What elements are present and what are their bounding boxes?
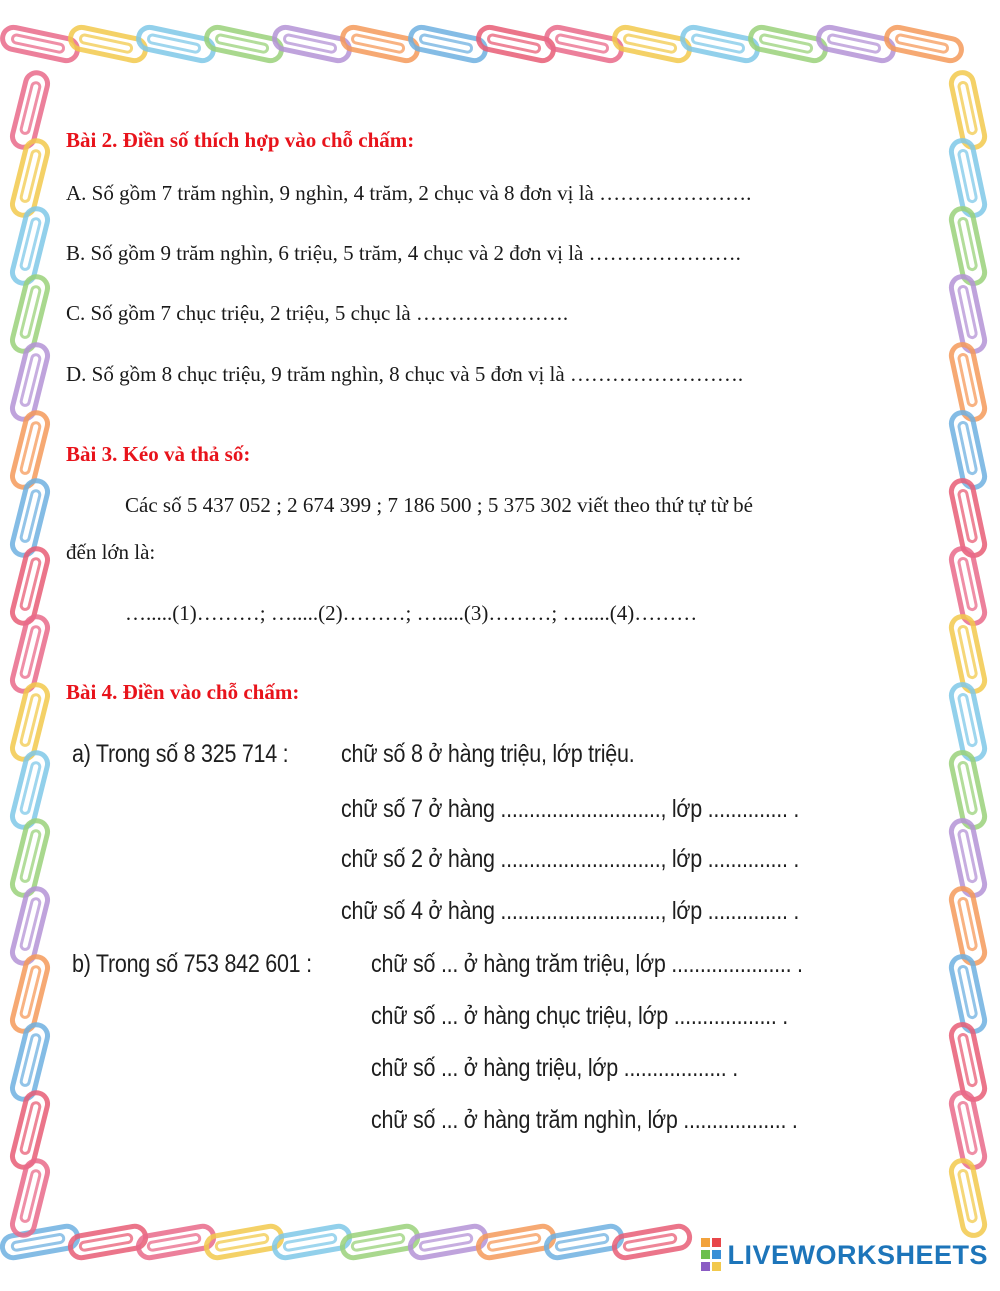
bai4-b-line-4[interactable]: chữ số ... ở hàng trăm nghìn, lớp .................. .	[371, 1106, 798, 1134]
bai4-a-line-2[interactable]: chữ số 7 ở hàng ............................, lớp .............. .	[341, 795, 800, 823]
bai3-line-2: đến lớn là:	[66, 540, 156, 564]
bai3-line-1: Các số 5 437 052 ; 2 674 399 ; 7 186 500 ; 5 375 302 viết theo thứ tự từ bé	[125, 493, 753, 517]
bai4-b-line-3[interactable]: chữ số ... ở hàng triệu, lớp .................. .	[371, 1054, 738, 1082]
liveworksheets-logo-icon	[701, 1238, 721, 1272]
bai4-a-line-1: chữ số 8 ở hàng triệu, lớp triệu.	[341, 740, 635, 768]
bai2-heading: Bài 2. Điền số thích hợp vào chỗ chấm:	[66, 128, 415, 152]
bai4-b-lead: b) Trong số 753 842 601 :	[72, 950, 312, 978]
bai4-a-line-3[interactable]: chữ số 2 ở hàng ............................, lớp .............. .	[341, 845, 800, 873]
bai2-item-a: A. Số gồm 7 trăm nghìn, 9 nghìn, 4 trăm, 2 chục và 8 đơn vị là ………………….	[66, 181, 752, 205]
bai4-a-lead: a) Trong số 8 325 714 :	[72, 740, 289, 768]
liveworksheets-logo[interactable]	[701, 1235, 988, 1275]
bai2-item-d: D. Số gồm 8 chục triệu, 9 trăm nghìn, 8 chục và 5 đơn vị là …………………….	[66, 362, 744, 386]
bai4-heading: Bài 4. Điền vào chỗ chấm:	[66, 680, 300, 704]
bai3-heading: Bài 3. Kéo và thả số:	[66, 442, 251, 466]
bai4-b-line-1[interactable]: chữ số ... ở hàng trăm triệu, lớp ..................... .	[371, 950, 803, 978]
liveworksheets-logo-text: LIVEWORKSHEETS	[727, 1239, 988, 1270]
bai4-a-line-4[interactable]: chữ số 4 ở hàng ............................, lớp .............. .	[341, 897, 800, 925]
bai2-item-c: C. Số gồm 7 chục triệu, 2 triệu, 5 chục là ………………….	[66, 301, 569, 325]
bai4-b-line-2[interactable]: chữ số ... ở hàng chục triệu, lớp .................. .	[371, 1002, 789, 1030]
bai3-drop-blanks[interactable]: ….....(1)………; ….....(2)………; ….....(3)………; ….....(4)………	[125, 601, 698, 625]
bai2-item-b: B. Số gồm 9 trăm nghìn, 6 triệu, 5 trăm, 4 chục và 2 đơn vị là ………………….	[66, 241, 741, 265]
